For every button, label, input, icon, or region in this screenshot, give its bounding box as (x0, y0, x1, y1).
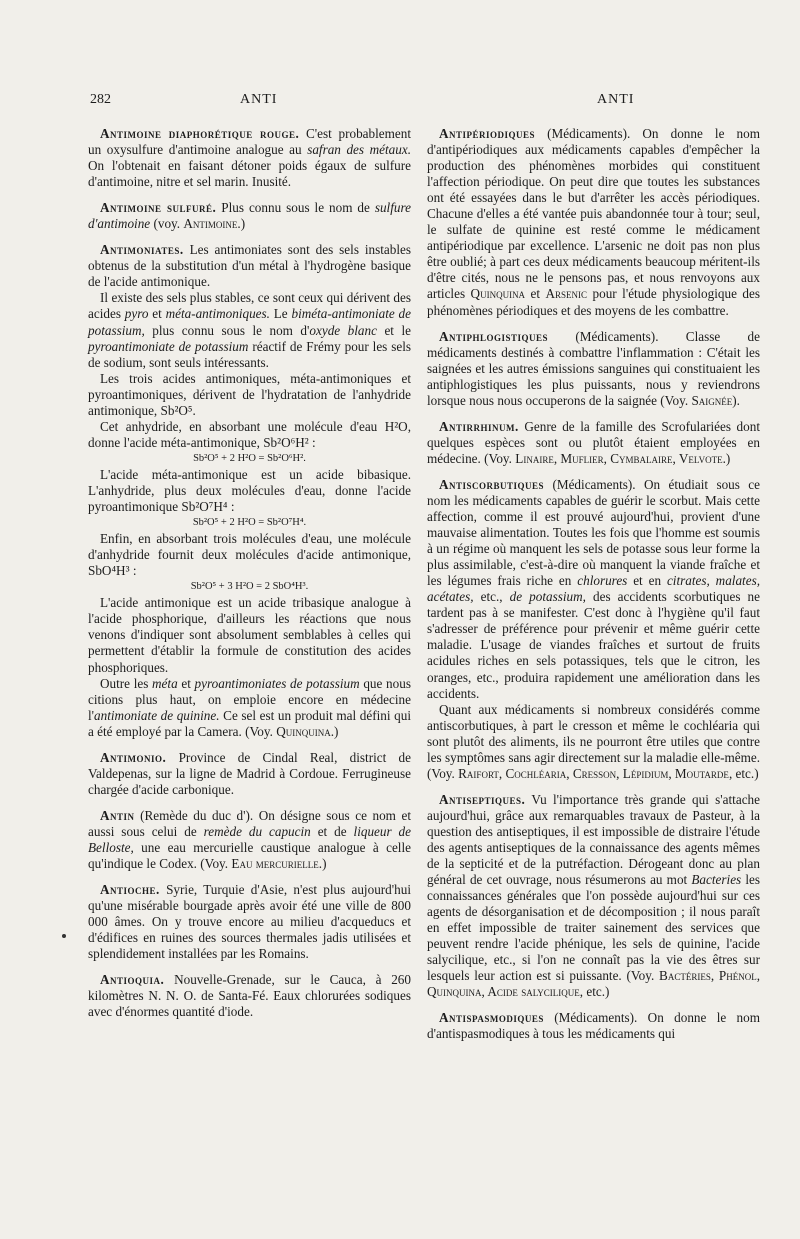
entry-italic: liqueur de Belloste, (88, 823, 412, 855)
entry-text: et (148, 306, 166, 322)
cross-reference: Antimoine (183, 216, 238, 232)
cross-reference: Raifort, Cochléaria, Cresson, Lépidium, Moutarde (458, 765, 729, 781)
entry-italic: biméta-antimoniate de potassium, (88, 306, 411, 338)
entry-text: les connaissances générales que l'on possède aujourd'hui sur ces agents de désorganisation et de décomposition ; il nous paraît en effet impossible de traiter sainement des services que peuvent rendre l'acide phénique, les sels de quinine, l'acide salycilique, etc., si l'on ne connaît pas la vie des êtres sur lesquels leur action est si puissante. (Voy. (427, 872, 760, 984)
right-column (427, 126, 760, 1053)
cross-reference: Arsenic (545, 286, 588, 302)
entry-text: (Médicaments). On donne le nom d'antispasmodiques à tous les médicaments qui (427, 1010, 760, 1042)
left-column (88, 126, 411, 1030)
entry-text: Outre les (100, 675, 153, 691)
entry-antioche (88, 882, 411, 962)
chemical-formula: Sb²O⁵ + 2 H²O = Sb²O⁷H⁴. (192, 517, 307, 529)
entry-text: Plus connu sous le nom de (216, 200, 375, 216)
headword: Antipériodiques (439, 126, 536, 141)
entry-antimoine-sulfure (88, 200, 411, 232)
entry-italic: citrates, malates, acétates, (427, 573, 760, 605)
entry-italic: antimoniate de quinine. (94, 707, 220, 723)
entry-italic: chlorures (577, 573, 628, 589)
entry-text: et (525, 286, 546, 302)
entry-text: Les antimoniates sont des sels instables obtenus de la substitution d'un métal à l'hydrogène basique de l'acide antimonique. (88, 242, 411, 290)
chemical-formula: Sb²O⁵ + 3 H²O = 2 SbO⁴H³. (190, 581, 309, 593)
entry-italic: safran des métaux. (307, 142, 411, 158)
entry-text: (Médicaments). Classe de médicaments destinés à combattre l'inflammation : C'était les saignées et les autres émissions sanguines qui constituaient les antiphlogistiques les plus puissants, nous y reviendrons lorsque nous nous occuperons de la saignée (Voy. (427, 328, 760, 408)
headword: Antimoine diaphorétique rouge. (100, 126, 300, 141)
cross-reference: Bactéries, Phénol, Quinquina, Acide salycilique (427, 968, 761, 1000)
running-head-right: ANTI (597, 92, 635, 107)
entry-italic: méta (152, 675, 178, 691)
headword: Antiphlogistiques (439, 328, 549, 344)
entry-text: Le (269, 306, 292, 322)
entry-text: Nouvelle-Grenade, sur le Cauca, à 260 kilomètres N. N. O. de Santa-Fé. Eaux chlorurées sodiques avec d'énormes quantité d'iode. (88, 972, 411, 1020)
entry-italic: pyroantimoniates de potassium (194, 675, 360, 691)
paragraph: L'acide antimonique est un acide tribasique analogue à l'acide phosphorique, d'ailleurs les réactions que nous venons d'indiquer sont absolument semblables à celles qui permettent d'établir la formule de constitution des acides phosphoriques. (88, 595, 411, 675)
margin-mark (62, 934, 66, 938)
cross-reference: Quinquina (276, 723, 331, 739)
cross-reference: Saignée (691, 392, 733, 408)
entry-italic: remède du capucin (203, 823, 311, 839)
entry-text: Ce sel est un produit mal défini qui a été employé par la Camera. (Voy. (88, 707, 411, 739)
entry-text: .) (318, 856, 327, 872)
entry-text: que nous citions plus haut, on emploie encore en médecine l' (88, 675, 411, 723)
entry-italic: Bacteries (691, 872, 742, 888)
chemical-formula: Sb²O⁵ + 2 H²O = Sb²O⁶H². (193, 452, 306, 464)
entry-antirrhinum (427, 419, 760, 467)
entry-text: Vu l'importance très grande qui s'attache aujourd'hui, grâce aux remarquables travaux de Pasteur, à la question des antiseptiques, il est impossible de distraire l'étude des agents antiseptiques de la connaissance des agents mêmes de la septicité et de la putréfaction. Dérogeant donc au plan général de cet ouvrage, nous résumerons au mot (427, 791, 760, 888)
headword: Antimoniates. (100, 242, 184, 258)
entry-text: , etc.) (728, 765, 759, 781)
headword: Antimonio. (100, 749, 167, 765)
paragraph: Cet anhydride, en absorbant une molécule d'eau H²O, donne l'acide méta-antimonique, Sb²O⁶H² : (88, 418, 411, 450)
page-number: 282 (90, 92, 111, 107)
entry-antiscorbutiques (427, 477, 760, 782)
entry-text: et (177, 675, 195, 691)
entry-text: des accidents scorbutiques ne tardent pas à se manifester. C'est donc à l'hygiène qu'il faut s'adresser de préférence pour prévenir et même guérir cette maladie. L'usage de viandes fraîches et surtout de fruits acidules riches en sels potassiques, tels que le citron, les oranges, etc., produira rapidement une amélioration dans les accidents. (427, 589, 761, 701)
entry-text: (Médicaments). On étudiait sous ce nom les médicaments capables de guérir le scorbut. Mais cette affection, comme il est prouvé aujourd'hui, provient d'une mauvaise alimentation. Toutes les fois que l'homme est soumis à un régime où manquent les sels de potasse sous leur forme la plus assimilable, c'est-à-dire où manquent la viande fraîche et les légumes frais riche en (427, 476, 760, 589)
entry-antimonio (88, 750, 411, 798)
entry-text: C'est probablement un oxysulfure d'antimoine analogue au (88, 126, 412, 158)
entry-text: .) (722, 450, 731, 466)
entry-text: etc., (473, 589, 510, 605)
entry-text: plus connu sous le nom d' (144, 322, 310, 338)
entry-text: réactif de Frémy pour les sels de sodium, sont seuls intéressants. (88, 338, 412, 370)
entry-text: Il existe des sels plus stables, ce sont ceux qui dérivent des acides (88, 290, 411, 322)
entry-text: et de (310, 823, 354, 839)
entry-italic: méta-antimoniques. (165, 306, 270, 322)
entry-text: (voy. (150, 216, 184, 232)
entry-italic: de potassium, (509, 589, 586, 605)
entry-text: ). (732, 392, 740, 408)
paragraph: Enfin, en absorbant trois molécules d'eau, une molécule d'anhydride fournit deux molécules d'acide antimonique, SbO⁴H³ : (88, 531, 411, 579)
entry-text: une eau mercurielle caustique analogue à celle qu'indique le Codex. (Voy. (88, 839, 411, 872)
entry-text: Genre de la famille des Scrofulariées dont quelques espèces sont ou plutôt étaient employées en médecine. (Voy. (427, 418, 760, 466)
entry-antiphlogistiques (427, 329, 760, 409)
headword: Antiseptiques. (439, 791, 526, 807)
entry-antiperiodiques (427, 126, 760, 319)
entry-antimoniates (88, 242, 411, 739)
entry-text: On l'obtenait en faisant détoner poids égaux de sulfure d'antimoine, nitre et sel marin. Inusité. (88, 158, 411, 190)
cross-reference: Linaire, Muflier, Cymbalaire, Velvote (515, 450, 723, 466)
headword: Antimoine sulfuré. (100, 200, 217, 216)
entry-text: .) (330, 723, 339, 739)
entry-text: , etc.) (579, 984, 610, 1000)
paragraph: L'acide méta-antimonique est un acide bibasique. L'anhydride, plus deux molécules d'eau, donne l'acide pyroantimonique Sb²O⁷H⁴ : (88, 466, 411, 515)
entry-antimoine-diaphoretique (88, 126, 411, 190)
headword: Antirrhinum. (439, 418, 519, 434)
headword: Antin (100, 807, 135, 823)
running-head-left: ANTI (240, 92, 278, 107)
entry-text: (Remède du duc d'). On désigne sous ce nom et aussi sous celui de (88, 807, 411, 839)
entry-italic: sulfure d'antimoine (88, 200, 411, 232)
entry-antiseptiques (427, 792, 760, 1001)
cross-reference: Eau mercurielle (231, 856, 319, 872)
entry-antioquia (88, 972, 411, 1020)
headword: Antiscorbutiques (439, 476, 545, 492)
entry-text: Quant aux médicaments si nombreux considérés comme antiscorbutiques, à part le cresson et même le cochléaria qui sont plutôt des aliments, ils ne pourront être utiles que contre les symptômes sans agir directement sur la maladie elle-même. (Voy. (427, 701, 760, 781)
entry-antispasmodiques (427, 1010, 760, 1042)
entry-text: Province de Cindal Real, district de Valdepenas, sur la ligne de Madrid à Cordoue. Ferrugineuse chargée d'acide carbonique. (88, 749, 411, 797)
entry-text: Syrie, Turquie d'Asie, n'est plus aujourd'hui qu'une misérable bourgade après avoir été une ville de 800 000 âmes. On y trouve encore au milieu d'acqueducs et d'édifices en ruines des sources thermales jadis utilisées et splendidement installées par les Romains. (88, 882, 411, 962)
entry-italic: oxyde blanc (309, 322, 377, 338)
entry-text: .) (237, 216, 246, 232)
headword: Antispasmodiques (439, 1010, 544, 1026)
entry-italic: pyroantimoniate de potassium (88, 338, 249, 354)
paragraph: Les trois acides antimoniques, méta-antimoniques et pyroantimoniques, dérivent de l'hydratation de l'anhydride antimonique, Sb²O⁵. (88, 370, 411, 418)
entry-text: (Médicaments). On donne le nom d'antipériodiques aux médicaments capables d'empêcher la production des phénomènes morbides qui constituent l'affection périodique. On peut dire que toutes les substances ont été essayées dans le but d'arrêter les accès périodiques. Chacune d'elles a été vantée puis abandonnée tour à tour; seul, le sulfate de quinine est resté comme le médicament antipériodique par excellence. L'arsenic ne doit pas non plus être oublié; à part ces deux médicaments beaucoup méritent-ils d'être cités, nous ne le pensons pas, et nous renvoyons aux articles (427, 126, 760, 302)
entry-italic: pyro (124, 306, 149, 322)
headword: Antioche. (100, 882, 160, 898)
entry-text: et en (627, 573, 667, 589)
entry-text: et le (376, 322, 411, 338)
headword: Antioquia. (100, 972, 165, 988)
entry-antin (88, 808, 411, 872)
page-header (0, 92, 800, 114)
entry-text: pour l'étude physiologique des phénomènes périodiques et des moyens de les combattre. (427, 286, 760, 318)
cross-reference: Quinquina (470, 286, 526, 302)
